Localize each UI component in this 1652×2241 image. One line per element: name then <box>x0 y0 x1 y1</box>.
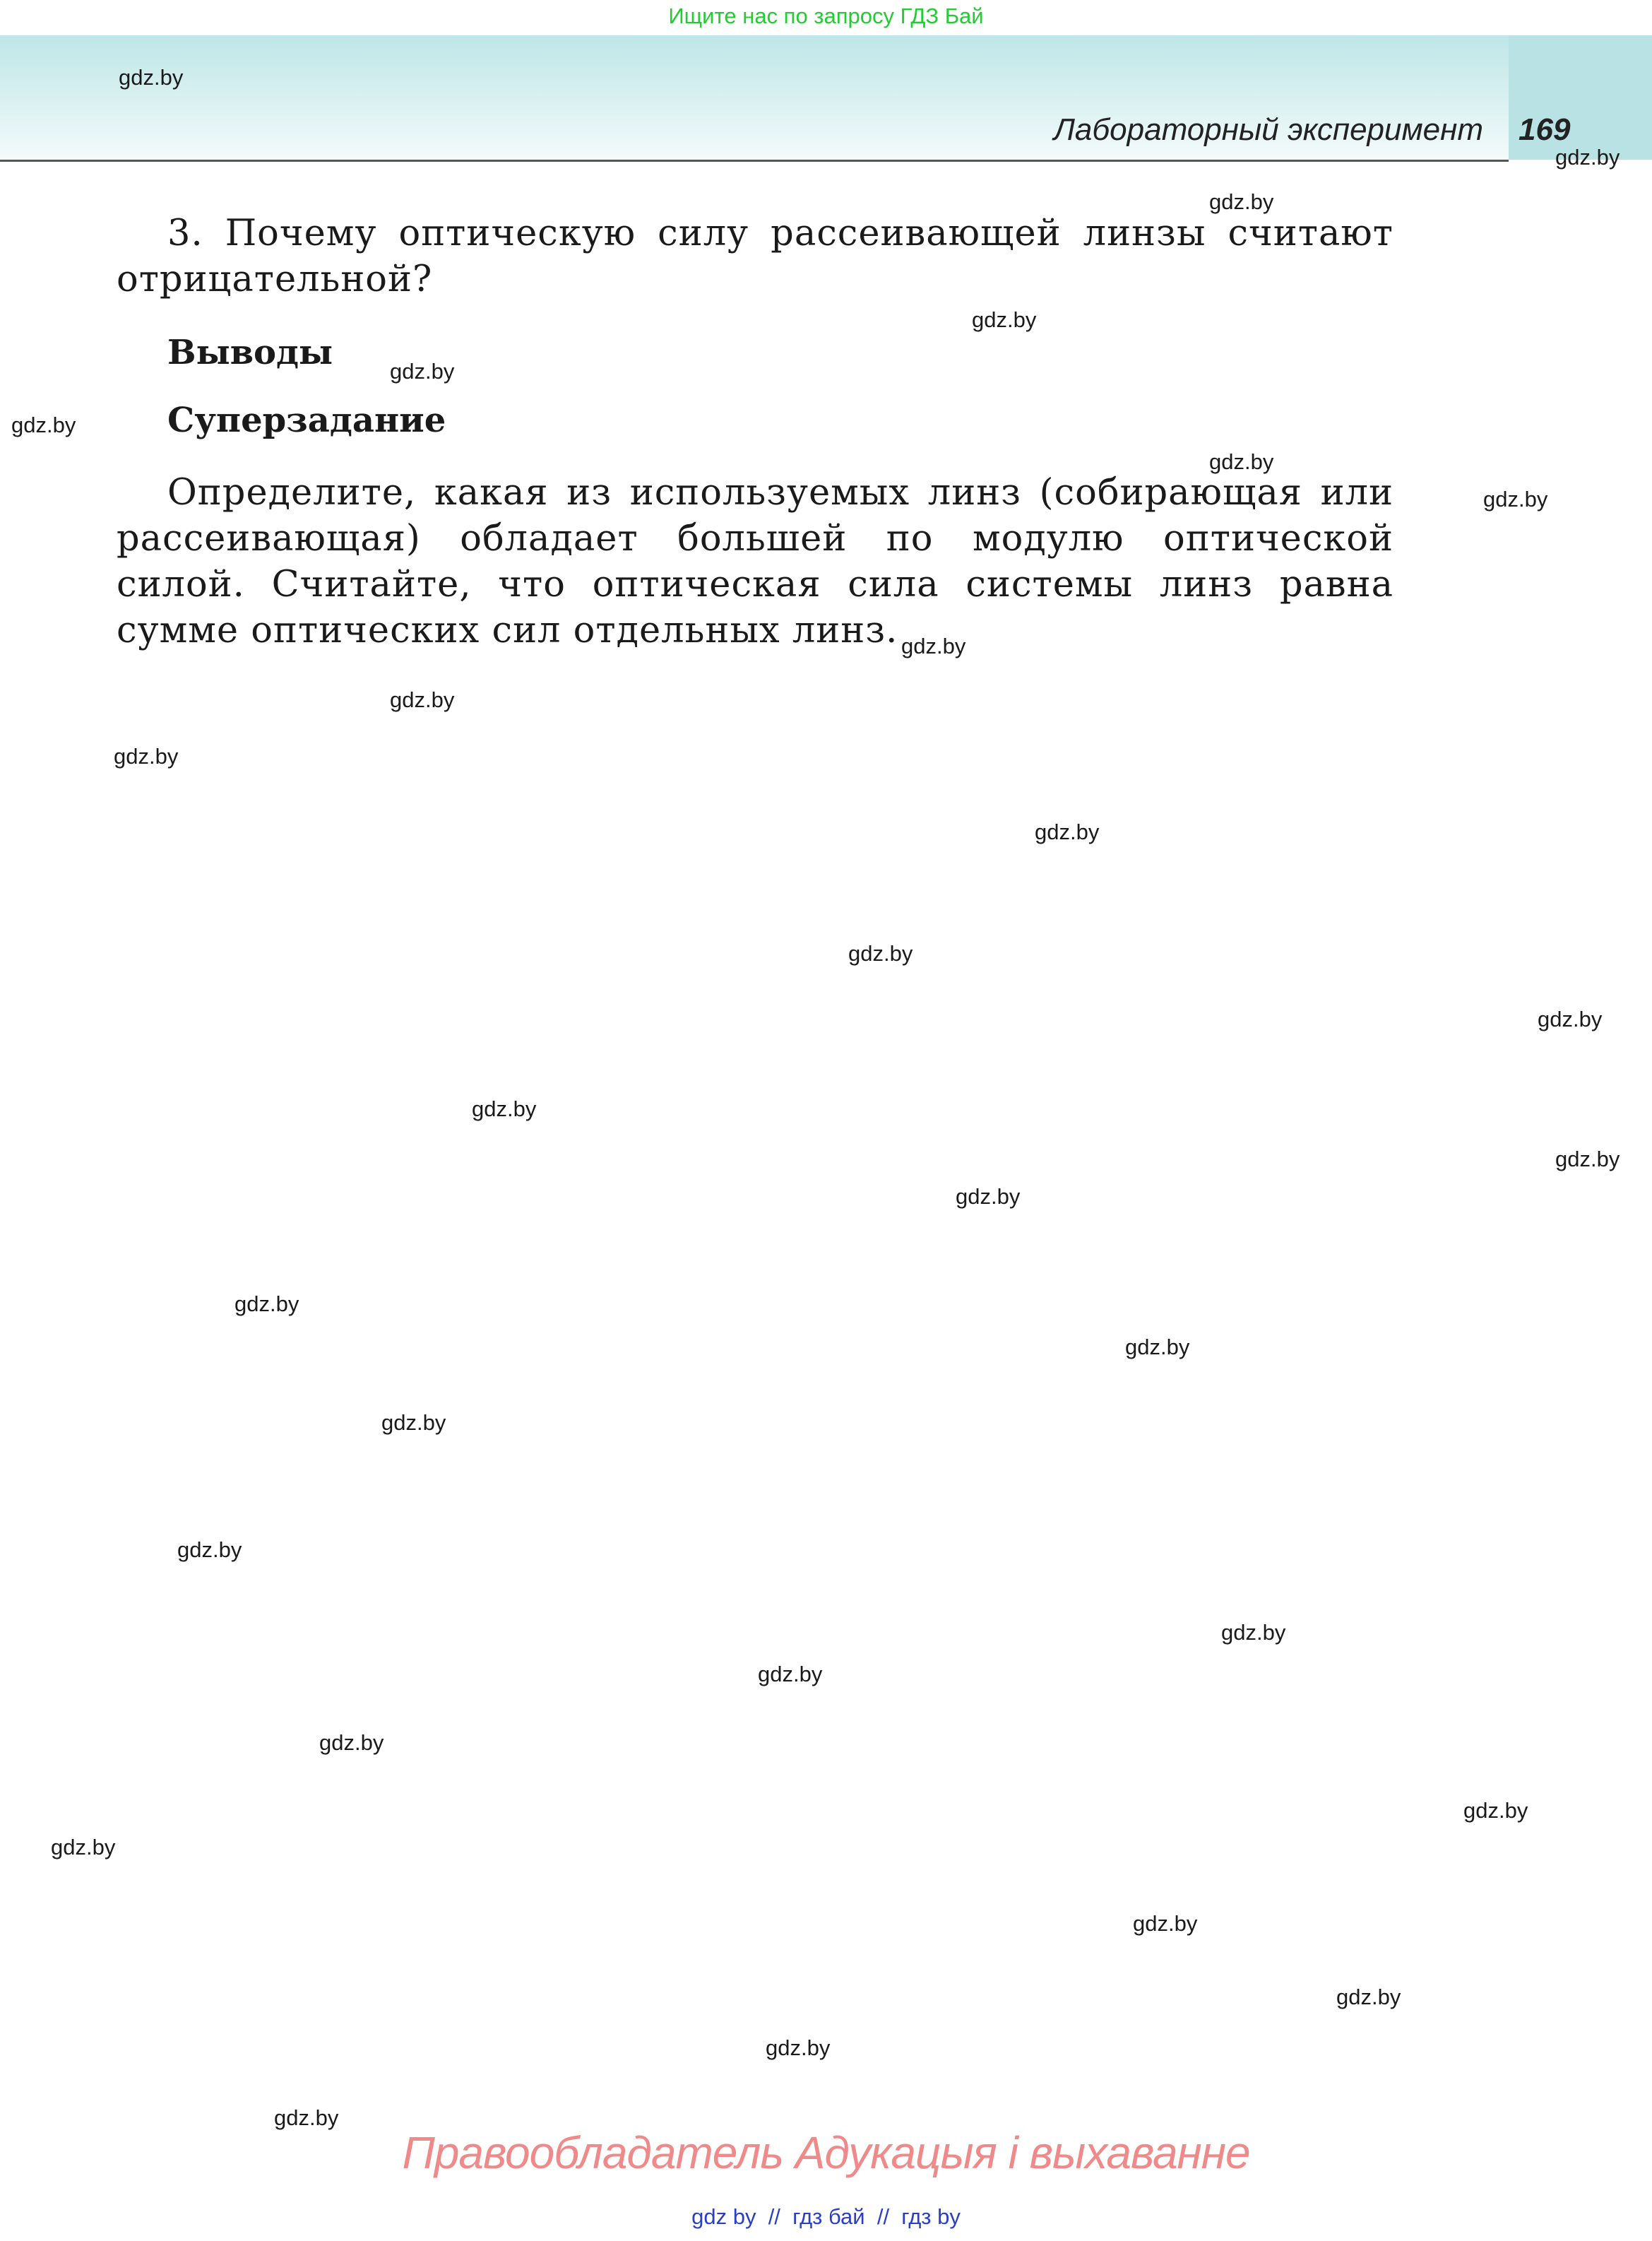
watermark: gdz.by <box>1538 1007 1603 1031</box>
watermark: gdz.by <box>1555 145 1620 170</box>
watermark: gdz.by <box>956 1184 1021 1209</box>
watermark: gdz.by <box>1125 1335 1190 1359</box>
watermark: gdz.by <box>274 2105 339 2130</box>
watermark: gdz.by <box>1336 1985 1401 2009</box>
supertask-paragraph: Определите, какая из используемых линз (собирающая или рассеивающая) обладает большей по модулю оптической силой. Считайте, что оптическая сила системы линз равна сумме оптических сил отдельных линз. <box>117 472 1393 651</box>
watermark: gdz.by <box>11 413 76 437</box>
footer-separator: // <box>768 2204 780 2229</box>
heading-conclusions: Выводы <box>167 333 333 372</box>
watermark: gdz.by <box>972 307 1037 332</box>
footer-link-gdz-by[interactable]: gdz by <box>691 2204 756 2229</box>
watermark: gdz.by <box>390 687 455 712</box>
heading-supertask: Суперзадание <box>167 401 446 440</box>
watermark: gdz.by <box>1209 189 1274 214</box>
watermark: gdz.by <box>472 1096 537 1121</box>
footer-separator: // <box>876 2204 890 2229</box>
watermark: gdz.by <box>177 1537 242 1562</box>
watermark: gdz.by <box>390 359 455 384</box>
footer-link-gdz-by-alt[interactable]: гдз by <box>901 2204 961 2229</box>
footer-link-gdz-bai[interactable]: гдз бай <box>792 2204 865 2229</box>
watermark: gdz.by <box>1221 1620 1286 1645</box>
watermark: gdz.by <box>1483 487 1548 512</box>
footer-links <box>0 2204 1652 2230</box>
page-number: 169 <box>1519 112 1571 147</box>
watermark: gdz.by <box>1035 820 1100 844</box>
header-divider <box>0 160 1509 162</box>
watermark: gdz.by <box>51 1835 116 1859</box>
watermark: gdz.by <box>1555 1147 1620 1171</box>
section-title: Лабораторный эксперимент <box>1053 112 1483 147</box>
watermark: gdz.by <box>1209 449 1274 474</box>
top-banner: Ищите нас по запросу ГДЗ Бай <box>668 4 984 28</box>
copyright-notice: Правообладатель Адукацыя і выхаванне <box>402 2127 1250 2178</box>
watermark: gdz.by <box>901 634 966 658</box>
watermark: gdz.by <box>119 65 184 90</box>
watermark: gdz.by <box>319 1730 384 1755</box>
watermark: gdz.by <box>114 744 179 769</box>
watermark: gdz.by <box>758 1662 823 1686</box>
watermark: gdz.by <box>381 1410 446 1435</box>
watermark: gdz.by <box>234 1291 299 1316</box>
watermark: gdz.by <box>848 941 913 966</box>
watermark: gdz.by <box>766 2035 831 2060</box>
question-3: 3. Почему оптическую силу рассеивающей линзы считают отрицательной? <box>117 213 1393 300</box>
watermark: gdz.by <box>1133 1911 1198 1936</box>
watermark: gdz.by <box>1463 1798 1528 1823</box>
